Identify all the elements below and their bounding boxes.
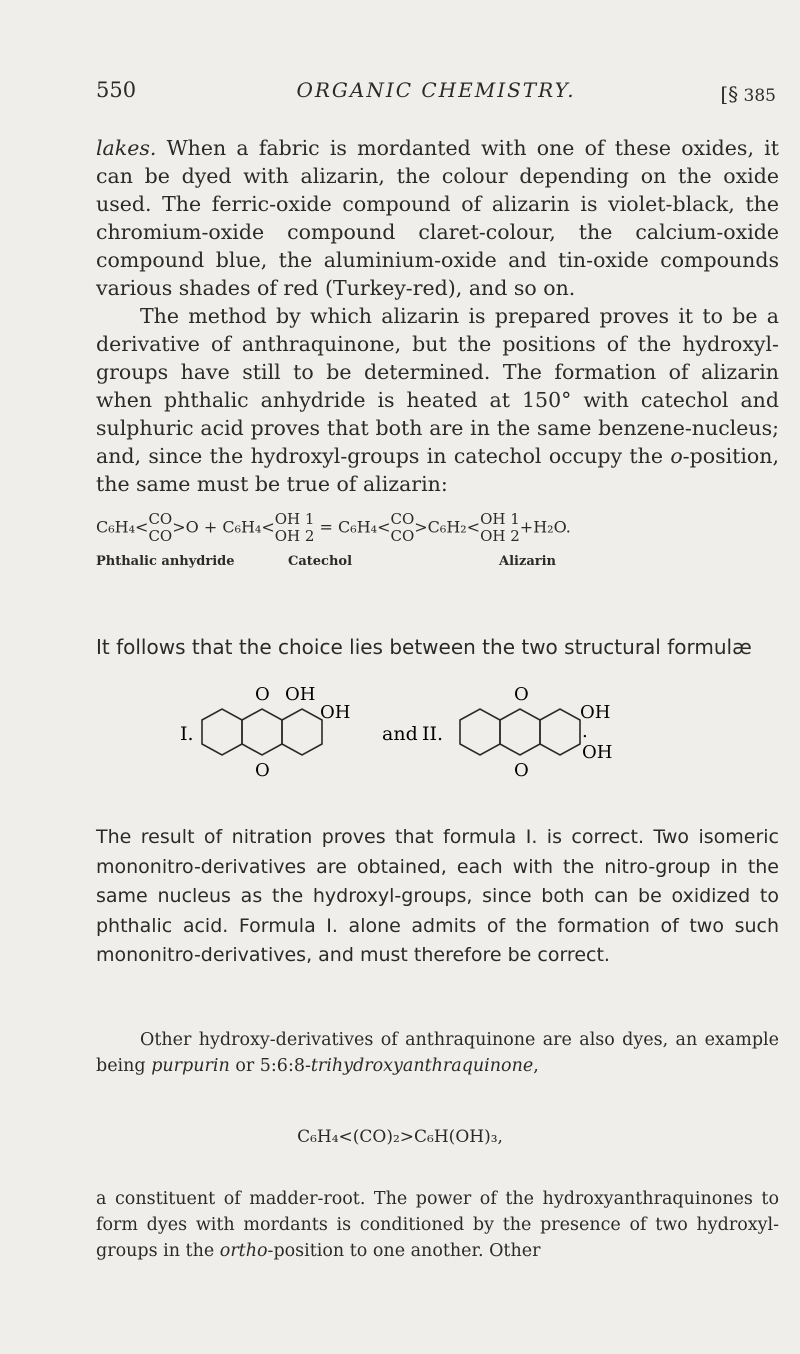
paragraph-text: or 5:6:8- (229, 1056, 311, 1076)
purpurin-term: purpurin (151, 1056, 230, 1076)
formula-I-oxygen-bottom: O (255, 760, 270, 781)
alizarin-equation (96, 511, 796, 581)
frac-top: CO (148, 510, 173, 528)
eq-term: >O + C₆H₄< (172, 517, 275, 537)
section-number: 385 (743, 86, 776, 106)
paragraph-text: Other hydroxy-derivatives of anthraquinone are also dyes, an example being (96, 1030, 779, 1076)
paragraph-madder-root (96, 1186, 779, 1264)
paragraph-text: -position to one another. Other (267, 1241, 541, 1261)
eq-fraction (480, 511, 520, 545)
structures-svg (170, 682, 670, 812)
section-reference (720, 82, 776, 106)
label-phthalic-anhydride: Phthalic anhydride (96, 554, 235, 569)
paragraph-text: When a fabric is mordanted with one of these oxides, it can be dyed with alizarin, the colour depending on the oxide used. The ferric-oxide compound of alizarin is violet-black, the chromium-oxide compound claret-colour, the calcium-oxide compound blue, the aluminium-oxide and tin-oxide compounds various shades of red (Turkey-red), and so on. (96, 136, 779, 300)
structural-formulae (170, 682, 670, 812)
formula-II-hydroxyl-1: OH (580, 702, 611, 723)
italic-o: o (670, 444, 683, 468)
lead-word: lakes. (96, 136, 157, 160)
formula-I-rings (202, 709, 322, 755)
section-symbol: [§ (720, 82, 739, 106)
paragraph-method (96, 302, 779, 498)
formula-II-oxygen-bottom: O (514, 760, 529, 781)
trihydroxyanthraquinone-term: trihydroxyanthraquinone (310, 1056, 534, 1076)
paragraph-text: , (533, 1056, 539, 1076)
ortho-term: ortho (219, 1241, 268, 1261)
page-header (96, 78, 776, 118)
formula-II-hydroxyl-2: OH (582, 742, 613, 763)
paragraph-text: The method by which alizarin is prepared proves it to be a derivative of anthraquinone, but the positions of the hydroxyl-groups have still to be determined. The formation of alizarin when phthalic anhydride is heated at 150° with catechol and sulphuric acid proves that both are in the same benzene-nucleus; and, since the hydroxyl-groups in catechol occupy the (96, 304, 779, 468)
frac-bottom: CO (390, 527, 415, 545)
equation-line (96, 511, 571, 545)
label-catechol: Catechol (288, 554, 353, 569)
formula-I-hydroxyl-1: OH (285, 684, 316, 705)
formula-II-label: II. (422, 723, 444, 745)
frac-bottom: CO (148, 527, 173, 545)
eq-fraction (275, 511, 315, 545)
frac-top: OH 1 (274, 510, 315, 528)
eq-term: = C₆H₄< (319, 517, 391, 537)
formula-I-oxygen-top: O (255, 684, 270, 705)
eq-term: C₆H₄< (96, 517, 149, 537)
purpurin-formula: C₆H₄<(CO)₂>C₆H(OH)₃, (297, 1127, 503, 1147)
running-title: ORGANIC CHEMISTRY. (296, 78, 576, 102)
frac-top: OH 1 (480, 510, 520, 528)
page-number: 550 (96, 78, 137, 102)
paragraph-hydroxy-derivatives (96, 1027, 779, 1079)
formula-I-label: I. (180, 723, 194, 745)
and-word: and (382, 723, 418, 745)
paragraph-nitration: The result of nitration proves that formula I. is correct. Two isomeric mononitro-derivatives are obtained, each with the nitro-group in the same nucleus as the hydroxyl-groups, since both can be oxidized to phthalic acid. Formula I. alone admits of the formation of two such mononitro-derivatives, and must therefore be correct. (96, 826, 779, 966)
paragraph-text: -position, the same must be true of alizarin: (96, 444, 779, 496)
label-alizarin: Alizarin (499, 554, 557, 569)
frac-top: CO (390, 510, 415, 528)
eq-fraction (148, 511, 172, 545)
paragraph-text: a constituent of madder-root. The power of the hydroxyanthraquinones to form dyes with mordants is conditioned by the presence of two hydroxyl-groups in the (96, 1189, 779, 1261)
formula-II-period: . (582, 721, 588, 742)
paragraph-lakes (96, 134, 779, 302)
frac-bottom: OH 2 (480, 527, 520, 545)
formula-II-rings (460, 709, 580, 755)
formula-II-oxygen-top: O (514, 684, 529, 705)
eq-term: >C₆H₂< (414, 517, 481, 537)
eq-fraction (390, 511, 414, 545)
frac-bottom: OH 2 (274, 527, 315, 545)
follows-sentence: It follows that the choice lies between the two structural formulæ (96, 635, 752, 659)
formula-I-hydroxyl-2: OH (320, 702, 351, 723)
eq-term: +H₂O. (519, 517, 571, 537)
